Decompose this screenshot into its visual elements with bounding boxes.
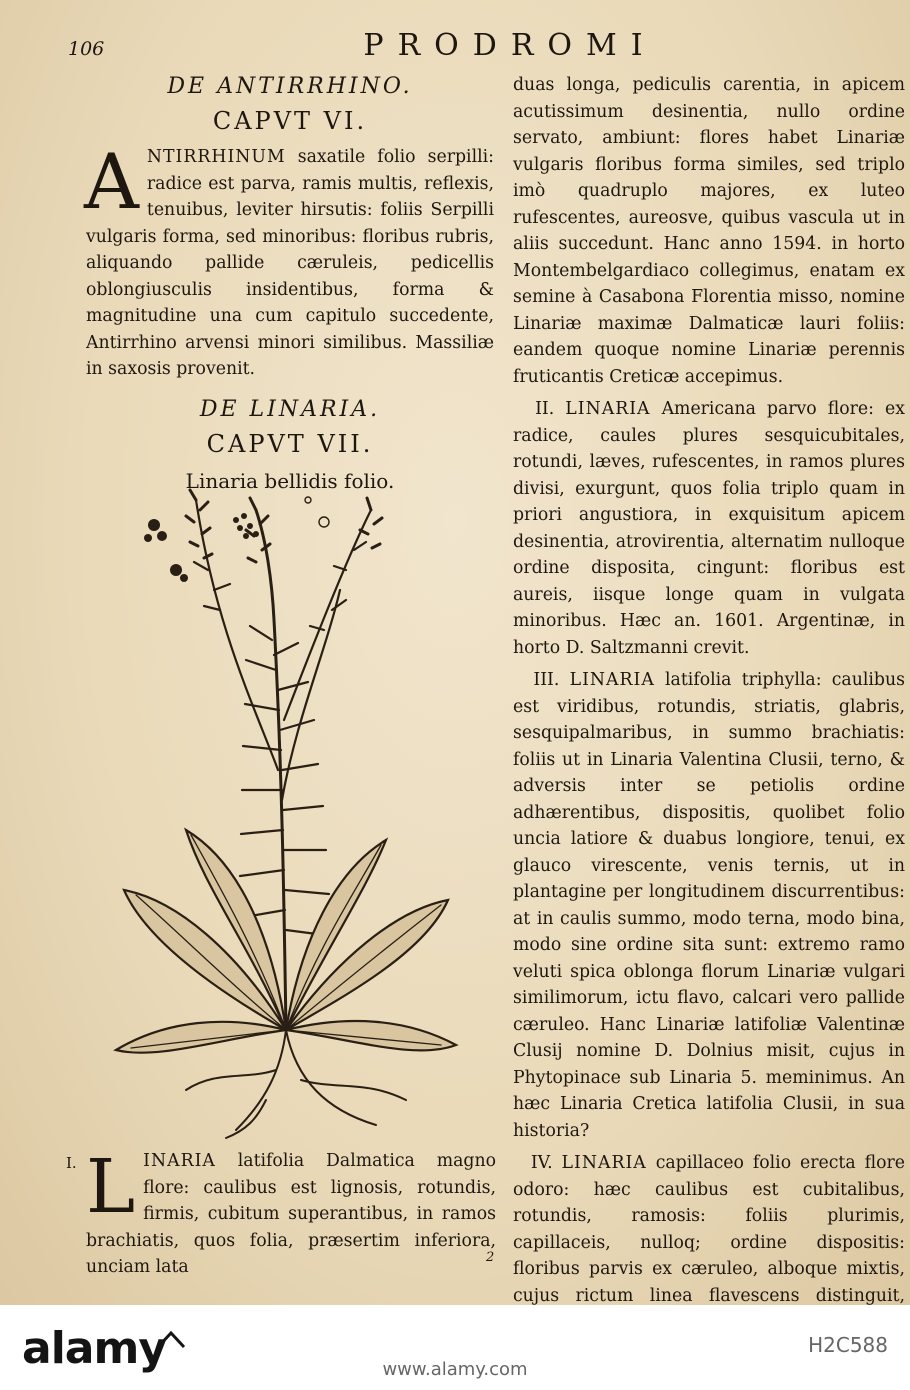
right-column: [513, 72, 905, 1305]
alamy-logo: alamy: [22, 1323, 166, 1374]
antirrhinum-term: NTIRRHINUM: [146, 147, 286, 167]
stock-watermark-footer: [0, 1305, 910, 1390]
linaria-term-iii: LINARIA: [569, 670, 655, 690]
antirrhinum-text: saxatile folio serpilli: radice est parva, ramis multis, reflexis, tenuibus, leviter hirsutis: foliis Serpilli vulgaris forma, sed minoribus: floribus rubris, aliquando pallide cæruleis, pedicellis oblongiusculis insidentibus, forma & magnitudine una cum capitulo succedente, Antirrhino arvensi minori similibus. Massiliæ in saxosis provenit.: [86, 147, 494, 379]
paragraph-number: I.: [66, 1154, 77, 1172]
catchword: 2: [486, 1250, 495, 1265]
paragraph-number-iii: III.: [533, 670, 560, 690]
linaria-triphylla-paragraph: [513, 667, 905, 1144]
drop-cap-a: A: [84, 137, 139, 226]
linaria-americana-paragraph: [513, 396, 905, 661]
chapter-heading-vii: CAPVT VII.: [206, 429, 374, 458]
paragraph-number-ii: II.: [535, 399, 555, 419]
chapter-heading-vi: CAPVT VI.: [212, 107, 368, 135]
continued-paragraph: duas longa, pediculis carentia, in apicem acutissimum desinentia, nullo ordine servato, ambiunt: flores habet Linariæ vulgaris floribus forma similes, sed triplo imò quadruplo majores, ex luteo rufescentes, aureosve, quibus vascula ut in aliis succedunt. Hanc anno 1594. in horto Montembelgardiaco collegimus, enatam ex semine à Casabona Florentia misso, nomine Linariæ maximæ Dalmaticæ lauri foliis: eandem quoque nomine Linariæ perennis fruticantis Creticæ accepimus.: [513, 75, 905, 387]
paragraph-number-iv: IV.: [530, 1153, 553, 1173]
page-number: 106: [68, 38, 105, 60]
linaria-capillaceo-text: capillaceo folio erecta flore odoro: hæc caulibus est cubitalibus, rotundis, ramosis: foliis plurimis, capillaceis, nulloq; ordine dispositis: floribus parvis ex cæruleo, alboque mixtis, cujus rictum linea flavescens distinguit,: [513, 1153, 905, 1305]
section-heading-antirrhino: DE ANTIRRHINO.: [167, 74, 413, 99]
linaria-term: INARIA: [143, 1151, 216, 1171]
linaria-dalmatica-text: [86, 1144, 496, 1281]
linaria-dalmatica-body: latifolia Dalmatica magno flore: caulibus est lignosis, rotundis, firmis, cubitum superantibus, in ramos brachiatis, quos folia, præsertim inferiora, unciam lata: [86, 1151, 496, 1277]
linaria-term-ii: LINARIA: [565, 399, 651, 419]
linaria-capillaceo-paragraph: [513, 1150, 905, 1305]
linaria-term-iv: LINARIA: [561, 1153, 647, 1173]
figure-caption: Linaria bellidis folio.: [185, 468, 395, 493]
site-url: www.alamy.com: [382, 1359, 528, 1380]
running-head: PRODROMI: [363, 28, 657, 63]
image-id: H2C588: [808, 1333, 888, 1357]
linaria-dalmatica-paragraph: [66, 1144, 496, 1281]
antirrhinum-paragraph: [84, 137, 494, 383]
linaria-triphylla-text: latifolia triphylla: caulibus est viridibus, rotundis, striatis, glabris, sesquipalmaribus, in summo brachiatis: foliis ut in Linaria Valentina Clusii, terno, & adversis inter se petiolis ordine adhærentibus, dispositis, quolibet folio uncia latiore & duabus longiore, tenui, ex glauco virescente, venis ternis, ut in plantagine per longitudinem discurrentibus: at in caulis summo, modo terna, modo bina, modo sine ordine sita sunt: extremo ramo veluti spica oblonga florum Linariæ vulgari similimorum, ictu flavo, calcari vero pallide cæruleo. Hanc Linariæ latifoliæ Valentinæ Clusij nomine D. Dolnius misit, cujus in Phytopinace sub Linaria 5. meminimus. An hæc Linaria Cretica latifolia Clusii, in sua historia?: [513, 670, 905, 1141]
linaria-americana-text: Americana parvo flore: ex radice, caules plures sesquicubitales, rotundi, læves, rufescentes, in ramos plures divisi, exurgunt, quos folia triplo quam in priori angustiora, in exquisitum apicem desinentia, atrovirentia, alternatim nulloque ordine disposita, cingunt: floribus est aureis, iisque longe quam in vulgata minoribus. Hæc an. 1601. Argentinæ, in horto D. Saltzmanni crevit.: [513, 399, 905, 658]
drop-cap-l: L: [86, 1144, 136, 1230]
section-heading-linaria: DE LINARIA.: [199, 396, 381, 422]
left-column: [86, 72, 494, 495]
linaria-woodcut-illustration: [96, 470, 476, 1140]
alamy-logo-mark-icon: [156, 1331, 186, 1349]
